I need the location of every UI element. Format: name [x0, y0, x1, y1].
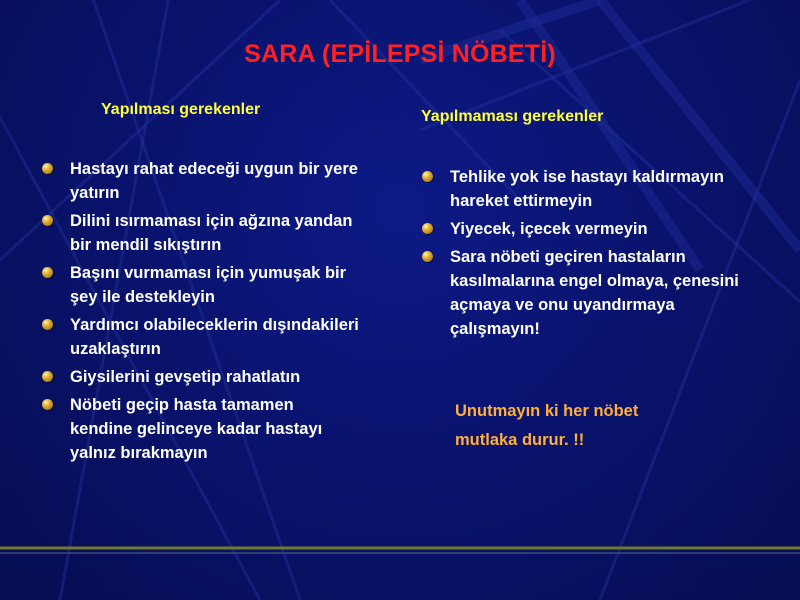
bullet-icon — [42, 399, 53, 410]
reminder-line-2: mutlaka durur. !! — [455, 431, 585, 449]
right-list-item-text: Sara nöbeti geçiren hastaların kasılmalarına engel olmaya, çenesini açmaya ve onu uyandırmaya çalışmayın! — [450, 248, 739, 338]
left-list-item-text: Hastayı rahat edeceği uygun bir yere yatırın — [70, 160, 358, 202]
slide-title: SARA (EPİLEPSİ NÖBETİ) — [244, 40, 556, 68]
bullet-icon — [42, 215, 53, 226]
bullet-icon — [42, 267, 53, 278]
left-list-item — [40, 157, 360, 205]
left-list — [40, 157, 360, 469]
left-list-item — [40, 261, 360, 309]
bullet-icon — [422, 251, 433, 262]
bullet-icon — [42, 319, 53, 330]
left-list-item — [40, 393, 360, 465]
left-list-item-text: Yardımcı olabileceklerin dışındakileri uzaklaştırın — [70, 316, 359, 358]
bullet-icon — [42, 163, 53, 174]
reminder-line-1: Unutmayın ki her nöbet — [455, 402, 639, 420]
right-list-item — [420, 245, 750, 341]
left-list-item-text: Giysilerini gevşetip rahatlatın — [70, 368, 301, 386]
left-heading: Yapılması gerekenler — [101, 101, 261, 118]
left-list-item — [40, 365, 360, 389]
right-list-item-text: Yiyecek, içecek vermeyin — [450, 220, 648, 238]
bullet-icon — [42, 371, 53, 382]
footer-rule — [0, 540, 800, 560]
left-list-item — [40, 313, 360, 361]
right-list-item — [420, 165, 750, 213]
bullet-icon — [422, 223, 433, 234]
right-list — [420, 165, 750, 345]
left-list-item-text: Dilini ısırmaması için ağzına yandan bir mendil sıkıştırın — [70, 212, 353, 254]
left-list-item-text: Nöbeti geçip hasta tamamen kendine gelinceye kadar hastayı yalnız bırakmayın — [70, 396, 323, 462]
left-list-item — [40, 209, 360, 257]
left-list-item-text: Başını vurmaması için yumuşak bir şey ile destekleyin — [70, 264, 347, 306]
right-list-item-text: Tehlike yok ise hastayı kaldırmayın hareket ettirmeyin — [450, 168, 724, 210]
bullet-icon — [422, 171, 433, 182]
right-heading: Yapılmaması gerekenler — [421, 108, 604, 125]
right-list-item — [420, 217, 750, 241]
